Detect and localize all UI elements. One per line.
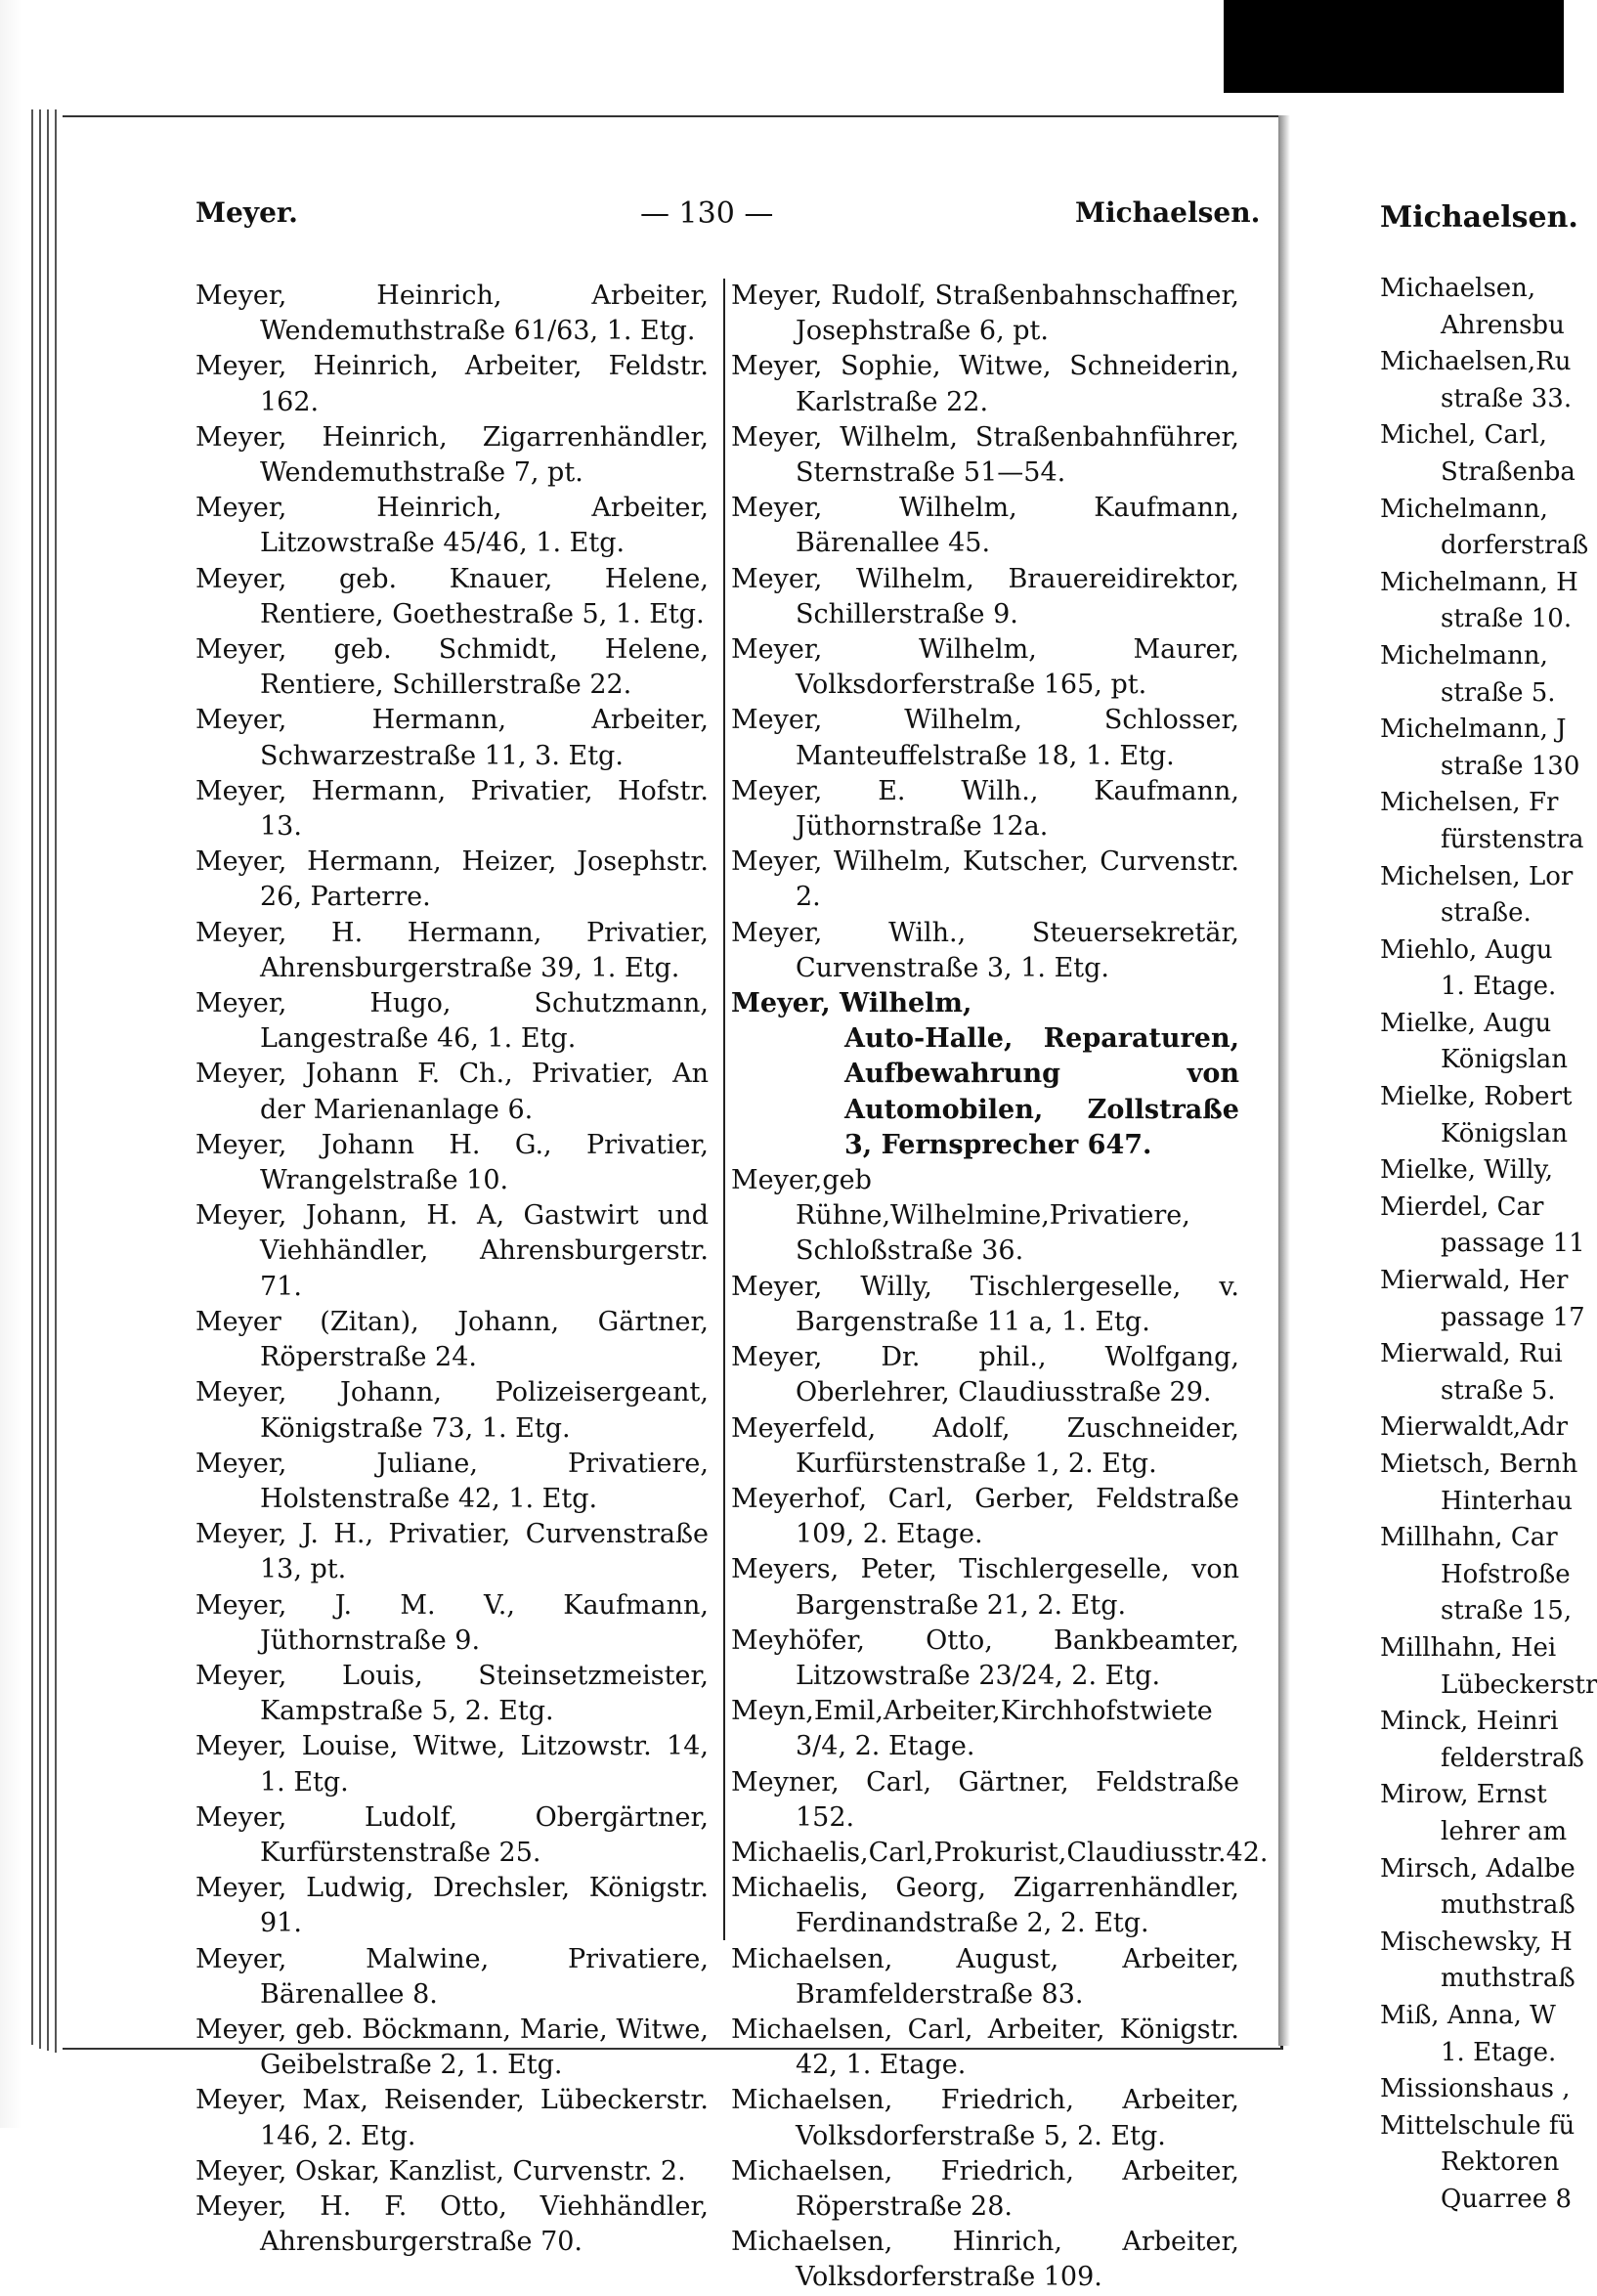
next-page-line: muthstraß <box>1441 1964 1575 1994</box>
next-page-line: fürstenstra <box>1441 824 1584 854</box>
next-page-line: Miehlo, Augu <box>1380 934 1553 965</box>
next-page-line: Missionshaus , <box>1380 2074 1571 2104</box>
directory-entry: Meyer, Johann H. G., Privatier, Wrangelstraße 10. <box>195 1129 709 1196</box>
directory-entry: Meyer, Oskar, Kanzlist, Curvenstr. 2. <box>195 2155 686 2187</box>
next-page-line: Michelmann, <box>1380 494 1548 524</box>
directory-entry: Michaelsen, Friedrich, Arbeiter, Röperstraße 28. <box>731 2155 1239 2222</box>
directory-entry: Meyer, Johann F. Ch., Privatier, An der Marienanlage 6. <box>195 1059 709 1125</box>
next-page-line: Ahrensbu <box>1441 310 1565 340</box>
right-column <box>731 279 1269 2296</box>
directory-entry: Meyer, Wilhelm, Kutscher, Curvenstr. 2. <box>731 846 1239 913</box>
next-page-line: Mielke, Willy, <box>1380 1155 1554 1186</box>
next-page-line: Mittelschule fü <box>1380 2110 1575 2141</box>
next-page-line: Michelmann, <box>1380 640 1548 671</box>
directory-entry: Meyer, Heinrich, Arbeiter, Feldstr. 162. <box>195 351 709 417</box>
next-page-line: Rektoren <box>1441 2147 1560 2178</box>
directory-entry: Meyer (Zitan), Johann, Gärtner, Röperstraße 24. <box>195 1306 709 1373</box>
directory-entry: Meyer, geb. Böckmann, Marie, Witwe, Geibelstraße 2, 1. Etg. <box>195 2014 709 2081</box>
next-page-line: Miß, Anna, W <box>1380 2000 1556 2030</box>
next-page-line: 1. Etage. <box>1441 2037 1557 2067</box>
directory-entry: Meyer, Heinrich, Arbeiter, Litzowstraße 45/46, 1. Etg. <box>195 493 709 559</box>
next-page-line: Michelsen, Fr <box>1380 788 1559 818</box>
directory-entry: Meyer, E. Wilh., Kaufmann, Jüthornstraße 12a. <box>731 775 1239 843</box>
directory-entry: Meyn,Emil,Arbeiter,Kirchhofstwiete 3/4, 2. Etage. <box>731 1696 1213 1762</box>
spine-shadow <box>0 0 22 2128</box>
directory-entry: Meyer, Malwine, Privatiere, Bärenallee 8. <box>195 1943 709 2010</box>
directory-entry: Meyer, Willy, Tischlergeselle, v. Bargenstraße 11 a, 1. Etg. <box>731 1271 1239 1337</box>
directory-entry: Meyer, Wilhelm, Kaufmann, Bärenallee 45. <box>731 493 1239 559</box>
next-page-line: Mielke, Augu <box>1380 1008 1552 1038</box>
next-page-line: Mierwald, Rui <box>1380 1339 1563 1369</box>
directory-entry: Meyner, Carl, Gärtner, Feldstraße 152. <box>731 1766 1239 1833</box>
next-page-line: Michelmann, H <box>1380 567 1578 597</box>
next-page-line: Quarree 8 <box>1441 2184 1572 2214</box>
directory-entry: Meyer, Louise, Witwe, Litzowstr. 14, 1. Etg. <box>195 1731 709 1798</box>
advertisement-body: Auto-Halle, Reparaturen, Aufbewahrung von Automobilen, Zollstraße 3, Fernsprecher 647. <box>844 1023 1239 1160</box>
next-page-fragment <box>1300 93 1597 2214</box>
directory-entry: Meyer, Ludolf, Obergärtner, Kurfürstenstraße 25. <box>195 1801 709 1868</box>
next-page-line: Königslan <box>1441 1118 1568 1148</box>
next-page-line: Michelmann, J <box>1380 715 1567 745</box>
directory-entry: Meyer, geb. Knauer, Helene, Rentiere, Goethestraße 5, 1. Etg. <box>195 563 709 629</box>
directory-entry: Meyer, Hermann, Arbeiter, Schwarzestraße 11, 3. Etg. <box>195 705 709 771</box>
advertisement-entry <box>731 986 1239 1163</box>
directory-entry: Meyer, Wilhelm, Maurer, Volksdorferstraße 165, pt. <box>731 634 1239 701</box>
left-column <box>195 279 709 2260</box>
next-page-line: straße 10. <box>1441 604 1573 634</box>
directory-entry: Meyer, H. Hermann, Privatier, Ahrensburgerstraße 39, 1. Etg. <box>195 917 709 983</box>
next-page-line: Lübeckerstr <box>1441 1669 1597 1700</box>
directory-entry: Michaelis,Carl,Prokurist,Claudiusstr.42. <box>731 1837 1269 1868</box>
next-page-line: Mierwald, Her <box>1380 1266 1569 1296</box>
next-page-line: Hofstroße <box>1441 1559 1571 1589</box>
directory-entry: Meyer, Heinrich, Arbeiter, Wendemuthstraße 61/63, 1. Etg. <box>195 281 709 347</box>
directory-entry: Meyer, Dr. phil., Wolfgang, Oberlehrer, Claudiusstraße 29. <box>731 1342 1239 1408</box>
next-page-line: straße. <box>1441 898 1532 929</box>
next-page-line: Königslan <box>1441 1045 1568 1075</box>
next-page-line: Michel, Carl, <box>1380 420 1547 451</box>
directory-entry: Meyer, Rudolf, Straßenbahnschaffner, Josephstraße 6, pt. <box>731 281 1239 347</box>
next-page-line: Millhahn, Car <box>1380 1523 1558 1553</box>
next-page-line: straße 5. <box>1441 677 1556 708</box>
directory-entry: Michaelis, Georg, Zigarrenhändler, Ferdinandstraße 2, 2. Etg. <box>731 1873 1239 1939</box>
next-page-line: straße 33. <box>1441 383 1573 413</box>
advertisement-name: Meyer, Wilhelm, <box>731 988 972 1019</box>
directory-entry: Meyer, Juliane, Privatiere, Holstenstraße 42, 1. Etg. <box>195 1448 709 1514</box>
directory-entry: Meyer,geb Rühne,Wilhelmine,Privatiere, Schloßstraße 36. <box>731 1165 1190 1267</box>
next-page-line: Millhahn, Hei <box>1380 1632 1557 1663</box>
next-page-line: 1. Etage. <box>1441 972 1557 1002</box>
next-page-line: Straßenba <box>1441 456 1575 487</box>
next-page-line: Mielke, Robert <box>1380 1082 1573 1112</box>
directory-entry: Meyer, Wilhelm, Straßenbahnführer, Sternstraße 51—54. <box>731 421 1239 489</box>
next-page-line: felderstraß <box>1441 1743 1584 1773</box>
directory-entry: Meyer, J. M. V., Kaufmann, Jüthornstraße 9. <box>195 1589 709 1656</box>
page-edges <box>27 109 66 2045</box>
next-page-line: Mischewsky, H <box>1380 1927 1573 1957</box>
directory-entry: Meyer, Sophie, Witwe, Schneiderin, Karlstraße 22. <box>731 351 1239 417</box>
directory-entry: Meyer, Heinrich, Zigarrenhändler, Wendemuthstraße 7, pt. <box>195 421 709 489</box>
directory-entry: Michaelsen, August, Arbeiter, Bramfelderstraße 83. <box>731 1943 1239 2010</box>
next-page-line: straße 15, <box>1441 1596 1573 1626</box>
directory-entry: Meyer, Max, Reisender, Lübeckerstr. 146, 2. Etg. <box>195 2085 709 2151</box>
running-head-left: Meyer. <box>195 196 298 229</box>
next-page-line: Hinterhau <box>1441 1486 1573 1516</box>
dark-background <box>1224 0 1564 93</box>
next-page-line: Mirsch, Adalbe <box>1380 1853 1575 1884</box>
running-head-right: Michaelsen. <box>1075 196 1261 229</box>
directory-entry: Meyer, H. F. Otto, Viehhändler, Ahrensburgerstraße 70. <box>195 2190 709 2258</box>
directory-entry: Michaelsen, Friedrich, Arbeiter, Volksdorferstraße 5, 2. Etg. <box>731 2085 1239 2151</box>
next-page-line: Minck, Heinri <box>1380 1707 1559 1737</box>
directory-entry: Meyhöfer, Otto, Bankbeamter, Litzowstraße 23/24, 2. Etg. <box>731 1625 1239 1691</box>
directory-entry: Meyer, Louis, Steinsetzmeister, Kampstraße 5, 2. Etg. <box>195 1660 709 1727</box>
next-page-line: Mirow, Ernst <box>1380 1780 1547 1810</box>
next-page-line: dorferstraß <box>1441 531 1589 561</box>
directory-entry: Meyers, Peter, Tischlergeselle, von Bargenstraße 21, 2. Etg. <box>731 1554 1239 1621</box>
next-page-line: muthstraß <box>1441 1890 1575 1921</box>
next-page-lines <box>1380 271 1597 2218</box>
next-page-running-head: Michaelsen. <box>1380 200 1578 235</box>
directory-entry: Meyer, J. H., Privatier, Curvenstraße 13, pt. <box>195 1519 709 1585</box>
directory-entry: Meyer, Wilhelm, Schlosser, Manteuffelstraße 18, 1. Etg. <box>731 705 1239 771</box>
directory-entry: Michaelsen, Carl, Arbeiter, Königstr. 42, 1. Etage. <box>731 2014 1239 2081</box>
next-page-line: lehrer am <box>1441 1816 1568 1846</box>
directory-entry: Meyer, Johann, H. A, Gastwirt und Viehhändler, Ahrensburgerstr. 71. <box>195 1200 709 1302</box>
next-page-line: Mierdel, Car <box>1380 1191 1544 1222</box>
directory-entry: Meyer, geb. Schmidt, Helene, Rentiere, Schillerstraße 22. <box>195 634 709 701</box>
directory-entry: Meyer, Wilh., Steuersekretär, Curvenstraße 3, 1. Etg. <box>731 917 1239 983</box>
directory-entry: Meyer, Ludwig, Drechsler, Königstr. 91. <box>195 1873 709 1939</box>
directory-entry: Meyer, Hermann, Privatier, Hofstr. 13. <box>195 775 709 843</box>
directory-entry: Meyer, Hugo, Schutzmann, Langestraße 46, 1. Etg. <box>195 988 709 1055</box>
directory-entry: Meyer, Wilhelm, Brauereidirektor, Schillerstraße 9. <box>731 563 1239 629</box>
directory-entry: Meyerhof, Carl, Gerber, Feldstraße 109, 2. Etage. <box>731 1483 1239 1550</box>
next-page-line: Mierwaldt,Adr <box>1380 1412 1569 1443</box>
next-page-line: Mietsch, Bernh <box>1380 1450 1578 1479</box>
next-page-line: straße 130 <box>1441 751 1580 781</box>
next-page-line: straße 5. <box>1441 1375 1556 1406</box>
directory-entry: Meyerfeld, Adolf, Zuschneider, Kurfürstenstraße 1, 2. Etg. <box>731 1412 1239 1479</box>
directory-entry: Meyer, Hermann, Heizer, Josephstr. 26, Parterre. <box>195 846 709 913</box>
page-number: — 130 — <box>640 196 774 231</box>
next-page-line: Michelsen, Lor <box>1380 861 1574 891</box>
directory-entry: Meyer, Johann, Polizeisergeant, Königstraße 73, 1. Etg. <box>195 1377 709 1444</box>
directory-entry: Michaelsen, Hinrich, Arbeiter, Volksdorferstraße 109. <box>731 2227 1239 2293</box>
page-curl <box>1278 115 1290 2046</box>
next-page-line: Michaelsen,Ru <box>1380 347 1572 377</box>
next-page-line: Michaelsen, <box>1380 274 1536 303</box>
column-divider <box>723 279 725 1940</box>
next-page-line: passage 11 <box>1441 1229 1585 1259</box>
next-page-line: passage 17 <box>1441 1302 1585 1332</box>
